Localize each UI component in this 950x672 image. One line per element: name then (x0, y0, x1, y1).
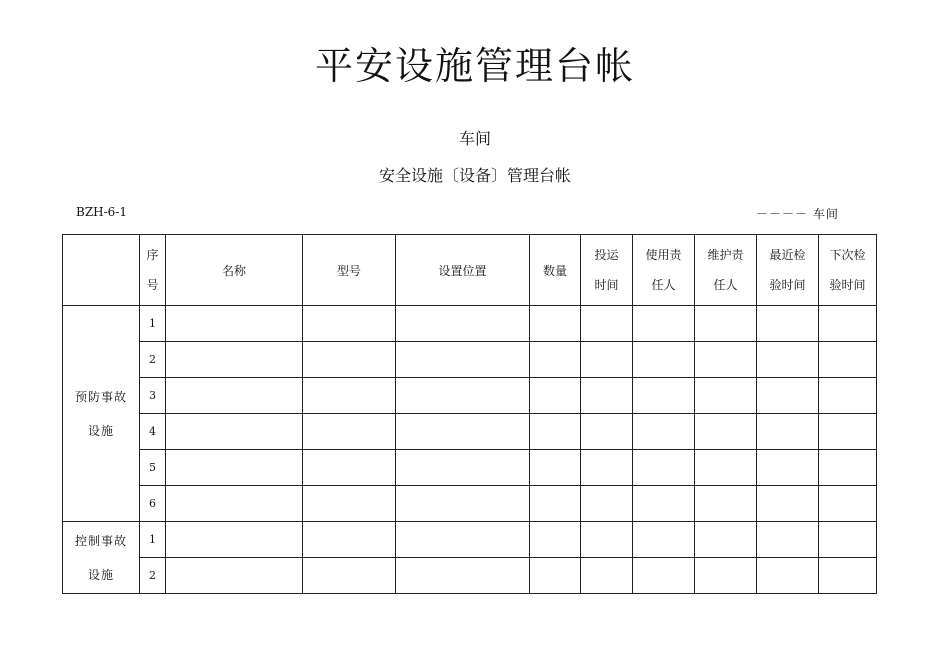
table-cell[interactable] (166, 450, 303, 486)
row-seq: 6 (140, 486, 166, 522)
table-cell[interactable] (530, 306, 581, 342)
row-seq: 1 (140, 522, 166, 558)
table-cell[interactable] (695, 558, 757, 594)
table-cell[interactable] (819, 342, 877, 378)
row-seq: 2 (140, 342, 166, 378)
table-cell[interactable] (633, 558, 695, 594)
table-cell[interactable] (819, 378, 877, 414)
table-row (63, 306, 877, 342)
document-title: 平安设施管理台帐 (314, 44, 635, 88)
table-cell[interactable] (581, 486, 633, 522)
table-cell[interactable] (819, 450, 877, 486)
table-cell[interactable] (396, 414, 530, 450)
table-cell[interactable] (757, 486, 819, 522)
table-cell[interactable] (633, 486, 695, 522)
table-row (63, 378, 877, 414)
table-cell[interactable] (633, 342, 695, 378)
table-cell[interactable] (530, 522, 581, 558)
header-model: 型号 (303, 235, 396, 306)
group-label: 预防事故 设施 (63, 306, 140, 522)
table-cell[interactable] (633, 378, 695, 414)
table-cell[interactable] (166, 486, 303, 522)
table-row (63, 450, 877, 486)
table-cell[interactable] (757, 450, 819, 486)
form-code: BZH-6-1 (76, 205, 127, 219)
ledger-subtitle: 安全设施〔设备〕管理台帐 (378, 166, 571, 185)
workshop-subtitle: 车间 (458, 129, 491, 148)
table-cell[interactable] (396, 342, 530, 378)
table-cell[interactable] (819, 414, 877, 450)
header-category-blank (63, 235, 140, 306)
table-cell[interactable] (303, 306, 396, 342)
table-row (63, 522, 877, 558)
header-location: 设置位置 (396, 235, 530, 306)
table-cell[interactable] (530, 414, 581, 450)
table-row (63, 342, 877, 378)
group-label: 控制事故 设施 (63, 522, 140, 594)
table-cell[interactable] (757, 558, 819, 594)
table-cell[interactable] (633, 414, 695, 450)
workshop-blank: －－－－ 车间 (756, 207, 839, 221)
table-cell[interactable] (695, 486, 757, 522)
table-cell[interactable] (530, 378, 581, 414)
table-cell[interactable] (633, 522, 695, 558)
ledger-table (62, 234, 877, 594)
table-cell[interactable] (633, 306, 695, 342)
table-cell[interactable] (303, 378, 396, 414)
table-cell[interactable] (633, 450, 695, 486)
table-cell[interactable] (396, 486, 530, 522)
table-cell[interactable] (396, 558, 530, 594)
table-cell[interactable] (695, 378, 757, 414)
table-cell[interactable] (166, 306, 303, 342)
table-row (63, 414, 877, 450)
header-usage-owner: 使用责 任人 (633, 235, 695, 306)
table-cell[interactable] (757, 378, 819, 414)
table-row (63, 558, 877, 594)
header-row (63, 235, 877, 306)
row-seq: 1 (140, 306, 166, 342)
table-cell[interactable] (695, 342, 757, 378)
table-cell[interactable] (303, 450, 396, 486)
table-cell[interactable] (396, 450, 530, 486)
table-cell[interactable] (303, 558, 396, 594)
table-cell[interactable] (166, 378, 303, 414)
table-cell[interactable] (166, 558, 303, 594)
row-seq: 4 (140, 414, 166, 450)
header-next-inspection: 下次检 验时间 (819, 235, 877, 306)
table-cell[interactable] (581, 414, 633, 450)
table-cell[interactable] (581, 378, 633, 414)
table-cell[interactable] (166, 414, 303, 450)
table-cell[interactable] (581, 342, 633, 378)
header-seq: 序 号 (140, 235, 166, 306)
header-last-inspection: 最近检 验时间 (757, 235, 819, 306)
header-in-service-time: 投运 时间 (581, 235, 633, 306)
table-cell[interactable] (166, 342, 303, 378)
table-cell[interactable] (695, 450, 757, 486)
table-cell[interactable] (396, 306, 530, 342)
row-seq: 3 (140, 378, 166, 414)
table-cell[interactable] (303, 486, 396, 522)
table-cell[interactable] (581, 306, 633, 342)
table-cell[interactable] (530, 558, 581, 594)
table-cell[interactable] (819, 522, 877, 558)
table-cell[interactable] (819, 486, 877, 522)
row-seq: 5 (140, 450, 166, 486)
table-cell[interactable] (757, 414, 819, 450)
table-cell[interactable] (396, 522, 530, 558)
table-cell[interactable] (530, 450, 581, 486)
table-cell[interactable] (166, 522, 303, 558)
header-quantity: 数量 (530, 235, 581, 306)
header-name: 名称 (166, 235, 303, 306)
table-cell[interactable] (757, 522, 819, 558)
table-cell[interactable] (695, 306, 757, 342)
header-maintenance-owner: 维护责 任人 (695, 235, 757, 306)
table-cell[interactable] (757, 306, 819, 342)
table-cell[interactable] (581, 558, 633, 594)
table-cell[interactable] (303, 414, 396, 450)
table-cell[interactable] (396, 378, 530, 414)
table-cell[interactable] (303, 342, 396, 378)
table-cell[interactable] (581, 522, 633, 558)
table-cell[interactable] (819, 558, 877, 594)
table-cell[interactable] (757, 342, 819, 378)
row-seq: 2 (140, 558, 166, 594)
table-row (63, 486, 877, 522)
table-cell[interactable] (530, 486, 581, 522)
table-cell[interactable] (695, 414, 757, 450)
table-cell[interactable] (530, 342, 581, 378)
table-cell[interactable] (819, 306, 877, 342)
table-cell[interactable] (695, 522, 757, 558)
table-cell[interactable] (581, 450, 633, 486)
table-cell[interactable] (303, 522, 396, 558)
